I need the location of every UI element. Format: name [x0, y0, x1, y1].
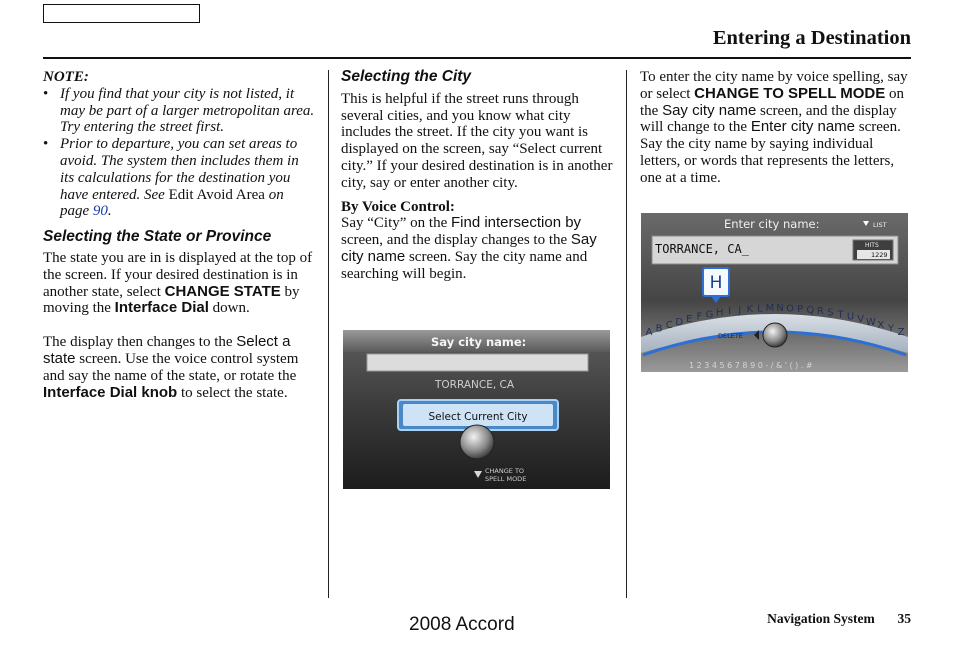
- section-heading-city: Selecting the City: [341, 68, 472, 85]
- letter-key-x[interactable]: X: [877, 319, 885, 331]
- change-mode-label-2: SPELL MODE: [485, 475, 527, 483]
- screen-title: Say city name:: [431, 335, 527, 349]
- letter-key-d[interactable]: D: [675, 316, 684, 328]
- letter-key-q[interactable]: Q: [806, 304, 815, 316]
- edit-avoid-area-ref: Edit Avoid Area: [168, 186, 265, 203]
- paragraph-letters: Say the city name by saying individual letters, or words that represents the letters, one at a time.: [640, 136, 895, 186]
- paragraph-select-state: The display then changes to the Select a state screen. Use the voice control system and say the name of the state, or rotate the Interface Dial knob to select the state.: [43, 333, 299, 401]
- letter-key-a[interactable]: A: [645, 327, 653, 338]
- paragraph-voice: Say “City” on the Find intersection by screen, and the display changes to the Say city name screen. Say the city name and searching will begin.: [341, 214, 597, 282]
- voice-control-heading: By Voice Control:: [341, 198, 455, 215]
- page-number: 35: [897, 611, 911, 626]
- popup-letter: H: [709, 273, 723, 293]
- footer-section: [767, 611, 911, 627]
- city-input-field: [367, 354, 588, 371]
- letter-key-g[interactable]: G: [705, 309, 714, 321]
- hits-value: 1229: [871, 251, 888, 259]
- letter-key-k[interactable]: K: [746, 304, 754, 315]
- column-divider-2: [626, 70, 627, 598]
- current-city-text: TORRANCE, CA: [435, 379, 515, 391]
- column-divider-1: [328, 70, 329, 598]
- letter-key-o[interactable]: O: [786, 303, 795, 315]
- letter-key-m[interactable]: M: [765, 303, 775, 314]
- letter-key-j[interactable]: J: [738, 304, 742, 316]
- letter-key-h[interactable]: H: [715, 307, 724, 319]
- letter-key-e[interactable]: E: [686, 314, 693, 326]
- select-current-city-label: Select Current City: [428, 411, 528, 423]
- letter-key-i[interactable]: I: [728, 306, 732, 318]
- column-1: [43, 69, 315, 401]
- bottom-row-keys: 1 2 3 4 5 6 7 8 9 0 - / & ' ( ) . #: [689, 361, 813, 370]
- page-title: Entering a Destination: [712, 27, 911, 49]
- footer-section-label: Navigation System: [767, 611, 875, 626]
- say-city-name-screen: [343, 330, 610, 489]
- header-tab-box: [43, 4, 200, 23]
- letter-key-r[interactable]: R: [816, 306, 824, 318]
- say-city-name-screenshot: [343, 330, 610, 489]
- letter-key-u[interactable]: U: [846, 311, 855, 323]
- letter-key-s[interactable]: S: [827, 307, 834, 319]
- letter-key-b[interactable]: B: [655, 323, 663, 335]
- letter-key-p[interactable]: P: [797, 304, 804, 315]
- paragraph-state: The state you are in is displayed at the top of the screen. If your desired destination is in another state, select CHANGE STATE by moving the Interface Dial down.: [43, 249, 313, 317]
- paragraph-spell: To enter the city name by voice spelling, say or select CHANGE TO SPELL MODE on the Say city name screen, and the display will change to the Enter city name screen.: [640, 69, 908, 136]
- hits-label: HITS: [865, 242, 879, 249]
- header-rule: [43, 57, 911, 59]
- list-label: LIST: [873, 221, 887, 229]
- letter-key-v[interactable]: V: [857, 314, 865, 326]
- column-3: [640, 69, 912, 187]
- note-item: • If you find that your city is not listed, it may be part of a larger metropolitan area. Try entering the street first.: [43, 85, 315, 136]
- letter-key-c[interactable]: C: [665, 319, 673, 331]
- letter-key-t[interactable]: T: [837, 309, 844, 321]
- spell-screen-title: Enter city name:: [724, 217, 820, 231]
- page-link-90[interactable]: 90: [92, 203, 108, 220]
- enter-city-name-screen: [641, 213, 908, 372]
- letter-key-n[interactable]: N: [776, 303, 784, 314]
- change-mode-label-1: CHANGE TO: [485, 467, 525, 475]
- note-item: • Prior to departure, you can set areas to avoid. The system then includes them in its calculations for the destination you have entered. See Edit Avoid Area on page 90.: [43, 136, 299, 220]
- letter-key-l[interactable]: L: [757, 303, 763, 315]
- letter-key-w[interactable]: W: [865, 316, 876, 328]
- enter-city-name-screenshot: [641, 213, 908, 372]
- letter-key-f[interactable]: F: [696, 311, 703, 323]
- section-heading-state: Selecting the State or Province: [43, 228, 272, 246]
- note-list: [43, 86, 315, 220]
- letter-key-y[interactable]: Y: [887, 323, 894, 335]
- footer-model: 2008 Accord: [409, 614, 515, 635]
- note-label: NOTE:: [43, 69, 89, 85]
- city-name-input-text: TORRANCE, CA_: [655, 242, 749, 256]
- paragraph-city: This is helpful if the street runs through several cities, and you know what city includes the street. If the city you want is displayed on the screen, say “Select current city.” If your desired destination is in another city, say or enter another city.: [341, 90, 613, 191]
- interface-dial-icon-2: [763, 323, 787, 347]
- delete-label: DELETE: [718, 332, 743, 340]
- interface-dial-icon: [460, 425, 494, 459]
- letter-key-z[interactable]: Z: [897, 327, 905, 338]
- column-2: [341, 69, 613, 283]
